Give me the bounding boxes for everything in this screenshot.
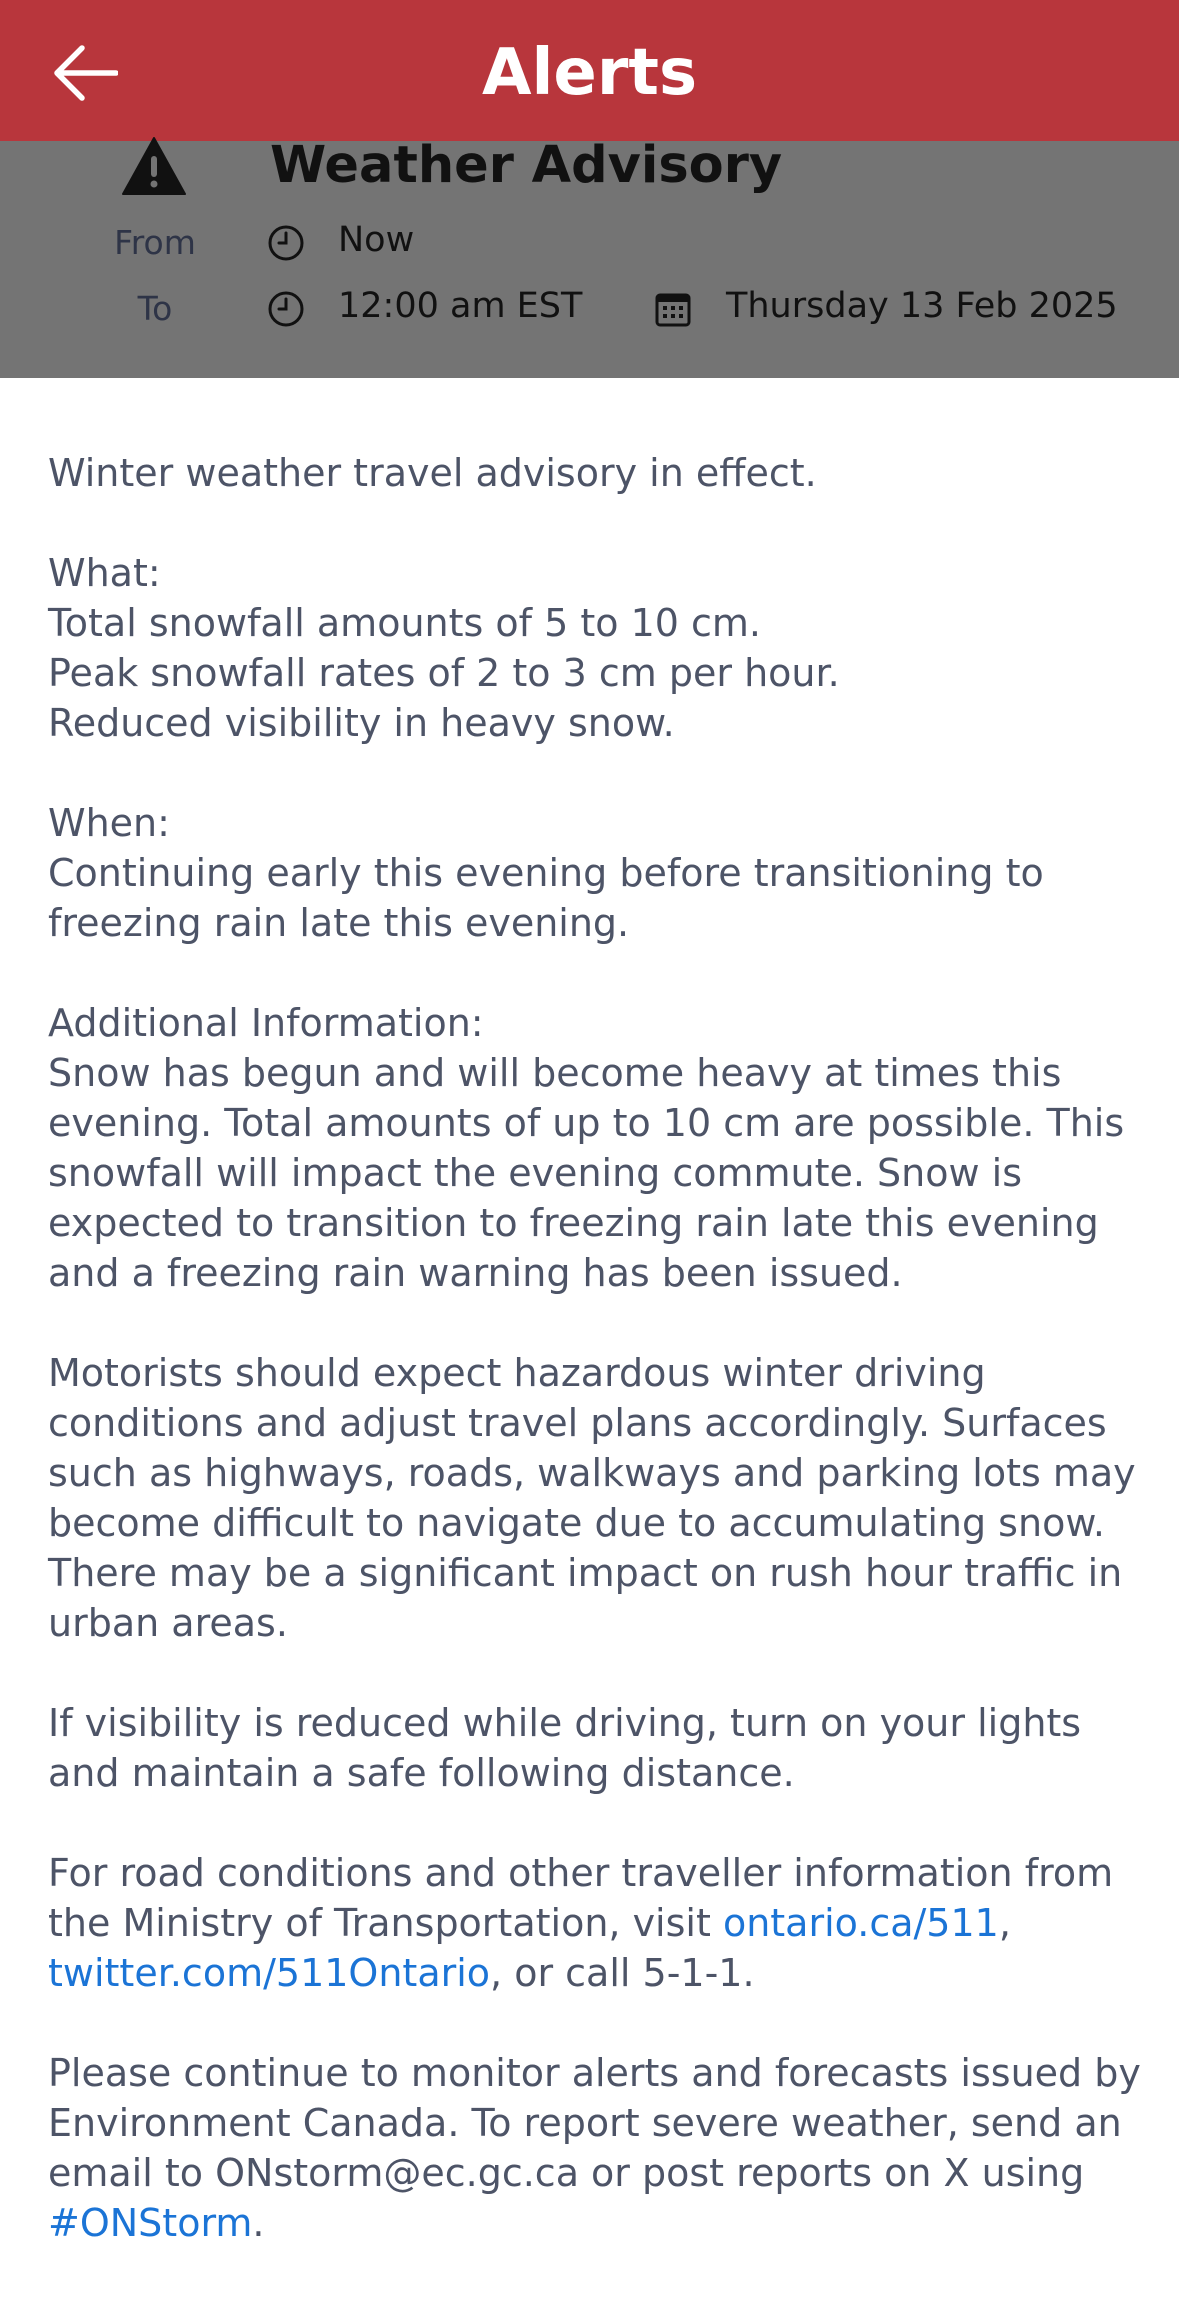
when-section — [48, 798, 1148, 948]
top-app-bar — [0, 0, 1179, 141]
warning-icon — [122, 136, 186, 196]
advisory-title: Weather Advisory — [270, 136, 783, 195]
onstorm-hashtag-link[interactable]: #ONStorm — [48, 2201, 253, 2245]
from-label: From — [114, 223, 196, 262]
what-section — [48, 548, 1148, 748]
to-time: 12:00 am EST — [338, 286, 583, 326]
what-line: Total snowfall amounts of 5 to 10 cm. — [48, 601, 762, 645]
additional-info-section — [48, 998, 1148, 1298]
additional-info-text: Snow has begun and will become heavy at times this evening. Total amounts of up to 10 cm are possible. This snowfall will impact the evening commute. Snow is expected to transition to freezing rain late this evening and a freezing rain warning has been issued. — [48, 1051, 1125, 1295]
road-suffix: , or call 5-1-1. — [490, 1951, 755, 1995]
road-prefix: For road conditions and other traveller information from the Ministry of Transportation, visit — [48, 1851, 1114, 1945]
page-title: Alerts — [481, 36, 698, 110]
ontario-511-link[interactable]: ontario.ca/511 — [722, 1901, 999, 1945]
road-separator: , — [998, 1901, 1011, 1945]
additional-info-heading: Additional Information: — [48, 1001, 484, 1045]
monitor-suffix: . — [252, 2201, 265, 2245]
road-conditions-text — [48, 1848, 1148, 1998]
what-line: Peak snowfall rates of 2 to 3 cm per hour. — [48, 651, 840, 695]
what-line: Reduced visibility in heavy snow. — [48, 701, 675, 745]
to-label: To — [137, 289, 173, 328]
monitor-prefix: Please continue to monitor alerts and forecasts issued by Environment Canada. To report severe weather, send an email to ONstorm@ec.gc.ca or post reports on X using — [48, 2051, 1141, 2195]
when-heading: When: — [48, 801, 170, 845]
from-time: Now — [338, 220, 415, 260]
advisory-body — [48, 448, 1148, 2298]
intro-text: Winter weather travel advisory in effect. — [48, 451, 817, 495]
motorists-text: Motorists should expect hazardous winter driving conditions and adjust travel plans accordingly. Surfaces such as highways, roads, walkways and parking lots may become difficult to navigate due to accumulating snow. There may be a significant impact on rush hour traffic in urban areas. — [48, 1351, 1136, 1645]
arrow-left-icon — [52, 44, 118, 102]
twitter-511-link[interactable]: twitter.com/511Ontario — [48, 1951, 491, 1995]
when-text: Continuing early this evening before transitioning to freezing rain late this evening. — [48, 851, 1044, 945]
clock-icon — [267, 290, 305, 328]
visibility-text: If visibility is reduced while driving, turn on your lights and maintain a safe following distance. — [48, 1701, 1082, 1795]
to-date: Thursday 13 Feb 2025 — [726, 286, 1118, 326]
monitor-text — [48, 2048, 1148, 2248]
clock-icon — [267, 224, 305, 262]
what-heading: What: — [48, 551, 161, 595]
back-button[interactable] — [52, 44, 118, 102]
calendar-icon — [654, 290, 692, 328]
